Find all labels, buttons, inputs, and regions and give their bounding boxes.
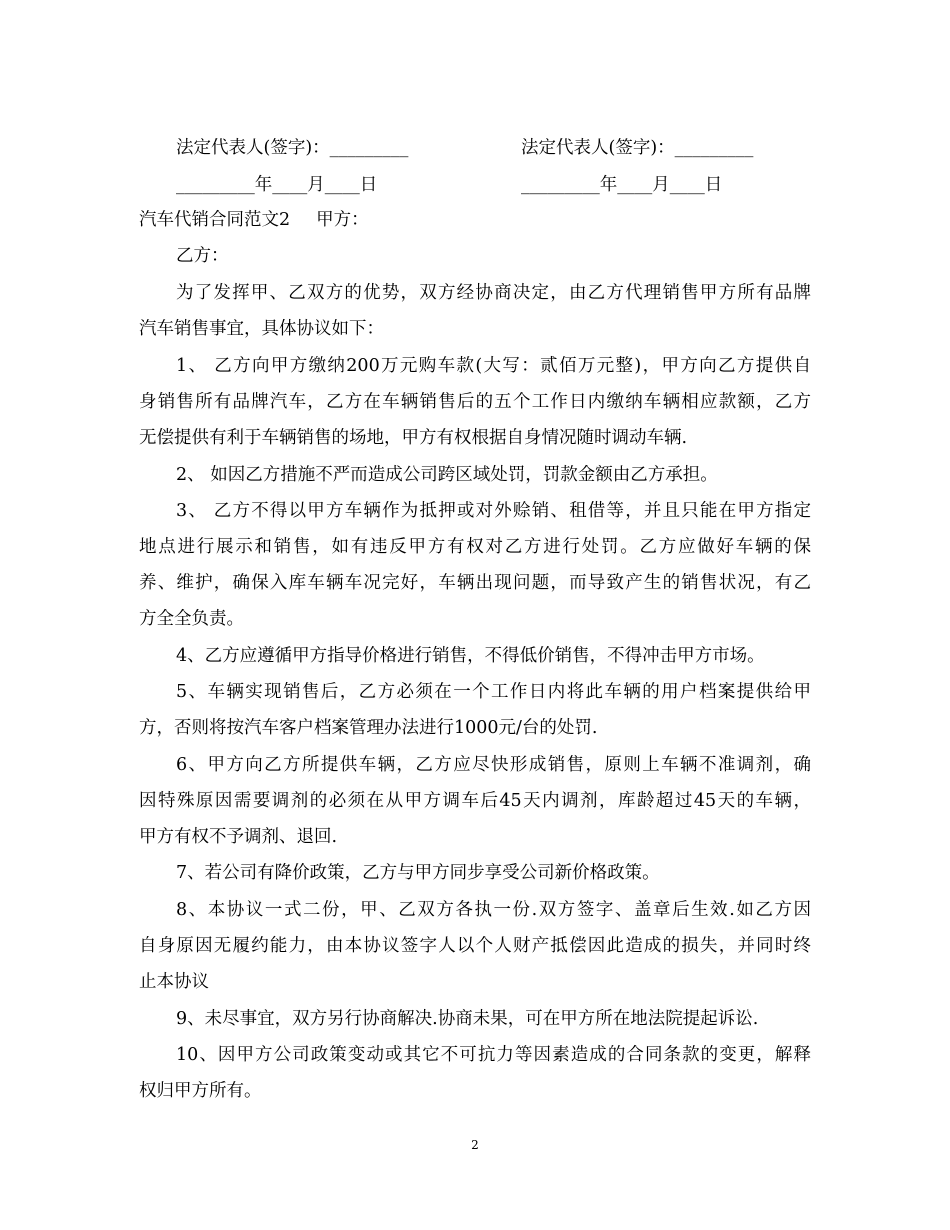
text-line: 方全全负责。	[139, 609, 244, 629]
page-number: 2	[471, 1138, 479, 1152]
party-a-signature-date: _________年____月____日	[176, 175, 378, 195]
party-b-signature-date: _________年____月____日	[521, 175, 723, 195]
text-line: 权归甲方所有。	[139, 1081, 262, 1101]
text-line: 因特殊原因需要调剂的必须在从甲方调车后45天内调剂，库龄超过45天的车辆，	[139, 791, 811, 811]
contract-title-row	[139, 206, 950, 231]
text-line: 6、甲方向乙方所提供车辆，乙方应尽快形成销售，原则上车辆不准调剂，确	[176, 755, 811, 775]
text-line: 1、 乙方向甲方缴纳200万元购车款(大写：贰佰万元整)，甲方向乙方提供自	[176, 356, 811, 376]
text-line: 4、乙方应遵循甲方指导价格进行销售，不得低价销售，不得冲击甲方市场。	[176, 646, 765, 666]
text-line: 止本协议	[139, 972, 209, 992]
text-line: 9、未尽事宜，双方另行协商解决.协商未果，可在甲方所在地法院提起诉讼.	[176, 1009, 759, 1029]
party-b-signature-label: 法定代表人(签字)：_________	[521, 138, 754, 158]
contract-title: 汽车代销合同范文2	[139, 210, 291, 230]
text-line: 10、因甲方公司政策变动或其它不可抗力等因素造成的合同条款的变更，解释	[176, 1045, 811, 1065]
text-line: 5、车辆实现销售后，乙方必须在一个工作日内将此车辆的用户档案提供给甲	[176, 682, 811, 702]
text-line: 甲方有权不予调剂、退回.	[139, 827, 338, 847]
party-b-label: 乙方：	[176, 246, 229, 266]
text-line: 身销售所有品牌汽车，乙方在车辆销售后的五个工作日内缴纳车辆相应款额，乙方	[139, 392, 811, 412]
party-a-label: 甲方：	[316, 210, 369, 230]
text-line: 无偿提供有利于车辆销售的场地，甲方有权根据自身情况随时调动车辆.	[139, 428, 688, 448]
text-line: 自身原因无履约能力，由本协议签字人以个人财产抵偿因此造成的损失，并同时终	[139, 936, 811, 956]
text-line: 地点进行展示和销售，如有违反甲方有权对乙方进行处罚。乙方应做好车辆的保	[139, 537, 811, 557]
text-line: 为了发挥甲、乙双方的优势，双方经协商决定，由乙方代理销售甲方所有品牌	[176, 283, 811, 303]
text-line: 养、维护，确保入库车辆车况完好，车辆出现问题，而导致产生的销售状况，有乙	[139, 573, 811, 593]
text-line: 方，否则将按汽车客户档案管理办法进行1000元/台的处罚.	[139, 718, 598, 738]
text-line: 8、本协议一式二份，甲、乙双方各执一份.双方签字、盖章后生效.如乙方因	[176, 900, 811, 920]
text-line: 7、若公司有降价政策，乙方与甲方同步享受公司新价格政策。	[176, 863, 660, 883]
text-line: 汽车销售事宜，具体协议如下：	[139, 319, 384, 339]
party-a-signature-label: 法定代表人(签字)：_________	[176, 138, 409, 158]
text-line: 2、 如因乙方措施不严而造成公司跨区域处罚，罚款金额由乙方承担。	[176, 465, 718, 485]
text-line: 3、 乙方不得以甲方车辆作为抵押或对外赊销、租借等，并且只能在甲方指定	[176, 501, 811, 521]
